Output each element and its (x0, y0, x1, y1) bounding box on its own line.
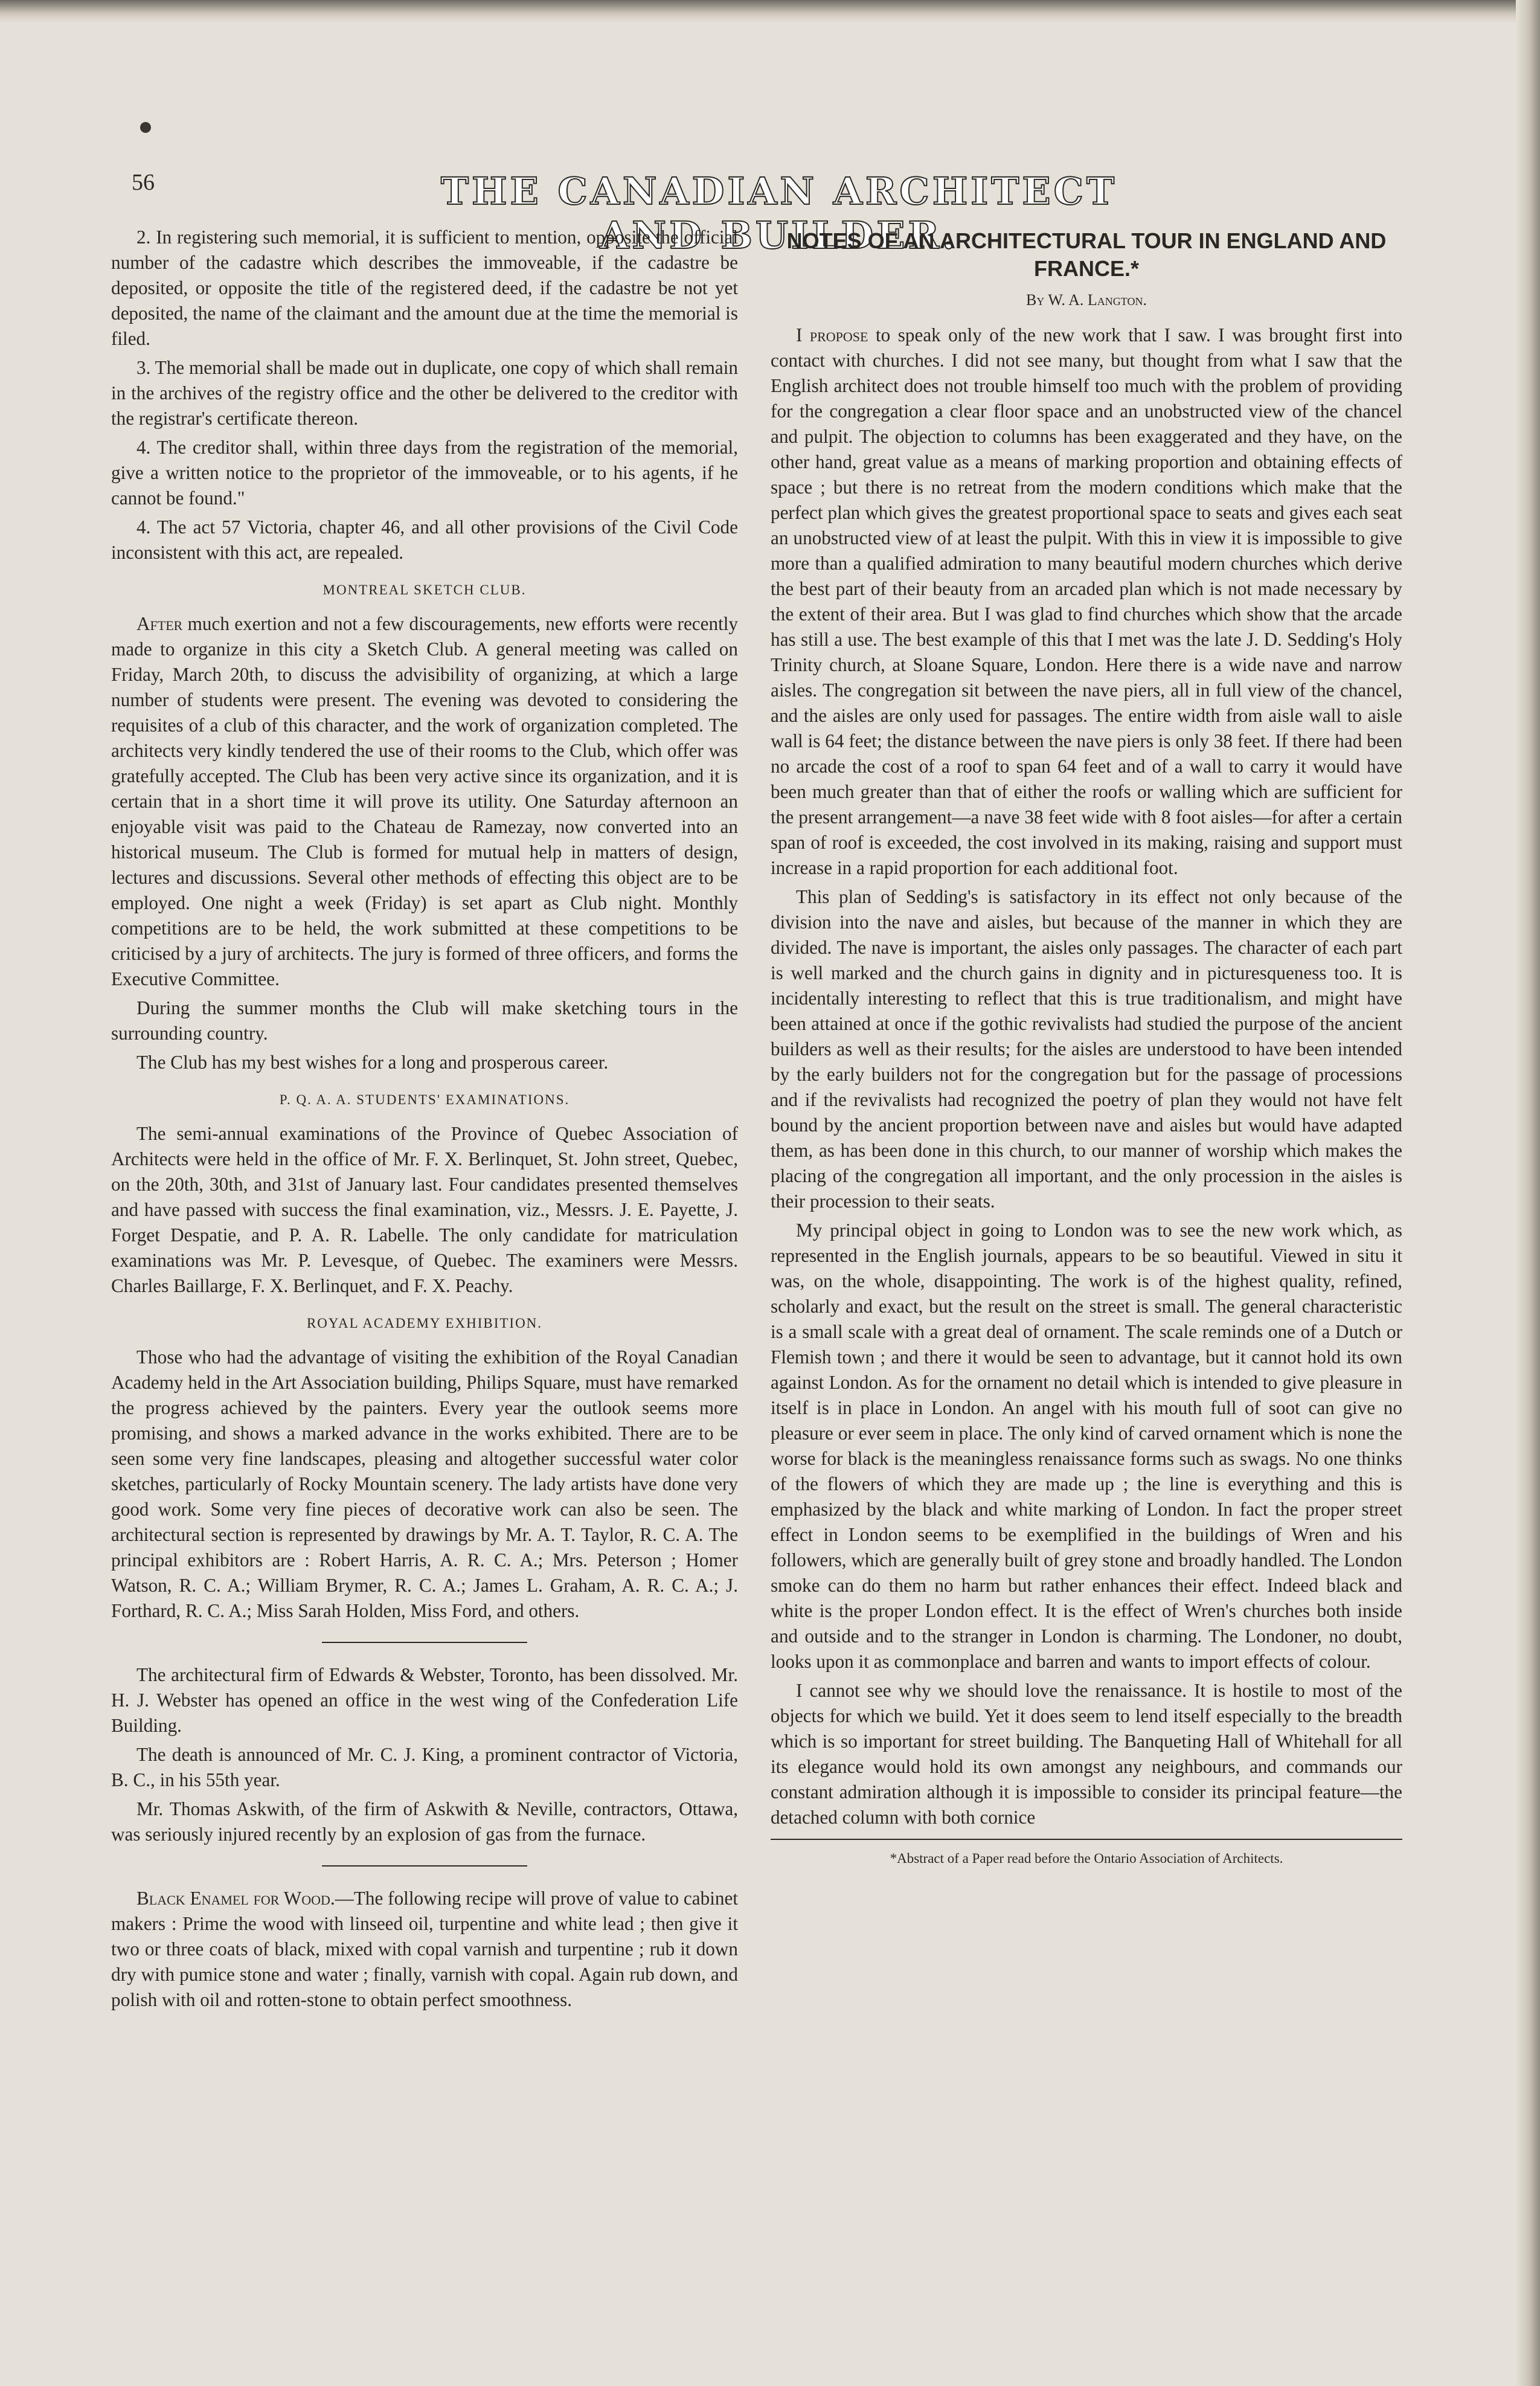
section-heading-sketch-club: MONTREAL SKETCH CLUB. (322, 582, 527, 597)
paragraph: This plan of Sedding's is satisfactory in its effect not only because of the division into the nave and aisles, but because of the manner in which they are divided. The nave is important, the aisles only passages. The character of each part is well marked and the church gains in dignity and in picturesqueness too. It is incidentally interesting to reflect that this is true traditionalism, and might have been attained at once if the gothic revivalists had studied the purpose of the ancient builders as well as their results; for the aisles are understood to have been intended by the early builders not for the congregation but for the passage of processions and if the revivalists had recognized the poetry of plan they would not have felt bound by the ancient proportion between nave and aisles but would have adapted them, as has been done in this church, to our manner of worship which makes the placing of the congregation all important, and the only procession in the aisles is their procession to their seats. (771, 886, 1402, 1212)
footnote-rule (771, 1839, 1402, 1840)
paragraph: During the summer months the Club will make sketching tours in the surrounding country. (111, 997, 738, 1044)
page-number: 56 (132, 170, 155, 195)
section-heading-examinations: P. Q. A. A. STUDENTS' EXAMINATIONS. (279, 1092, 570, 1107)
page-top-edge (0, 0, 1540, 23)
lead-in: After (136, 613, 183, 634)
paragraph: 2. In registering such memorial, it is sufficient to mention, opposite the official number of the cadastre which describes the immoveable, if the cadastre be deposited, or opposite the title of the registered deed, if the cadastre be not yet deposited, the name of the claimant and the amount due at the time the memorial is filed. (111, 227, 738, 349)
paragraph: After much exertion and not a few discouragements, new efforts were recently made to organize in this city a Sketch Club. A general meeting was called on Friday, March 20th, to discuss the advisibility of organizing, at which a large number of students were present. The evening was devoted to considering the requisites of a club of this character, and the work of organization completed. The architects very kindly tendered the use of their rooms to the Club, which offer was gratefully accepted. The Club has been very active since its organization, and it is certain that in a short time it will prove its utility. One Saturday afternoon an enjoyable visit was paid to the Chateau de Ramezay, now converted into an historical museum. The Club is formed for mutual help in matters of design, lectures and discussions. Several other methods of effecting this object are to be employed. One night a week (Friday) is set apart as Club night. Monthly competitions are to be held, the work submitted at these competitions to be criticised by a jury of architects. The jury is formed of three officers, and forms the Executive Committee. (111, 613, 738, 989)
article-title: NOTES OF AN ARCHITECTURAL TOUR IN ENGLAND AND FRANCE.* (786, 228, 1387, 281)
divider-rule (322, 1642, 527, 1643)
paragraph: Black Enamel for Wood.—The following recipe will prove of value to cabinet makers : Prime the wood with linseed oil, turpentine and white lead ; then give it two or three coats of black, mixed with copal varnish and turpentine ; rub it down dry with pumice stone and water ; finally, varnish with copal. Again rub down, and polish with oil and rotten-stone to obtain perfect smoothness. (111, 1888, 738, 2010)
article-byline: By W. A. Langton. (1026, 291, 1147, 309)
paragraph: 4. The creditor shall, within three days from the registration of the memorial, give a written notice to the proprietor of the immoveable, or to his agents, if he cannot be found." (111, 437, 738, 509)
lead-in: Black Enamel for Wood. (136, 1888, 335, 1909)
ink-dot (140, 122, 151, 133)
paragraph: 3. The memorial shall be made out in duplicate, one copy of which shall remain in the archives of the registry office and the other be delivered to the creditor with the registrar's certificate thereon. (111, 357, 738, 429)
paragraph: I propose to speak only of the new work that I saw. I was brought first into contact with churches. I did not see many, but thought from what I saw that the English architect does not trouble himself too much with the problem of providing for the congregation a clear floor space and an unobstructed view of the chancel and pulpit. The objection to columns has been exaggerated and they have, on the other hand, great value as a means of marking proportion and obtaining effects of space ; but there is no retreat from the modern conditions which make that the perfect plan which gives the greatest proportional space to seats and gives each seat an unobstructed view of at least the pulpit. With this in view it is impossible to give more than a qualified admiration to many beautiful modern churches which derive the best part of their beauty from an arcaded plan which is not made necessary by the extent of their area. But I was glad to find churches which show that the arcade has still a use. The best example of this that I met was the late J. D. Sedding's Holy Trinity church, at Sloane Square, London. Here there is a wide nave and narrow aisles. The congregation sit between the nave piers, all in full view of the chancel, and the aisles are only used for passages. The entire width from aisle wall to aisle wall is 64 feet; the distance between the nave piers is only 38 feet. If there had been no arcade the cost of a roof to span 64 feet and of a wall to carry it would have been much greater than that of either the roofs or walling which are sufficient for the present arrangement—a nave 38 feet wide with 8 foot aisles—for after a certain span of roof is exceeded, the cost involved in its making, raising and support must increase in a rapid proportion for each additional foot. (771, 324, 1402, 878)
divider-rule (322, 1865, 527, 1867)
footnote: *Abstract of a Paper read before the Ontario Association of Architects. (890, 1851, 1283, 1866)
right-column (771, 225, 1402, 1871)
page-binding-edge (1516, 0, 1540, 2386)
paragraph: Mr. Thomas Askwith, of the firm of Askwith & Neville, contractors, Ottawa, was seriously injured recently by an explosion of gas from the furnace. (111, 1798, 738, 1845)
paragraph: My principal object in going to London was to see the new work which, as represented in the English journals, appears to be so beautiful. Viewed in situ it was, on the whole, disappointing. The work is of the highest quality, refined, scholarly and exact, but the result on the street is small. The general characteristic is a small scale with a great deal of ornament. The scale reminds one of a Dutch or Flemish town ; and there it would be seen to advantage, but it cannot hold its own against London. As for the ornament no detail which is intended to give pleasure in itself is in place in London. An angel with his mouth full of soot can give no pleasure or ever seem in place. The only kind of carved ornament which is none the worse for black is the meaningless renaissance forms such as swags. No one thinks of the flowers of which they are made up ; the line is everything and this is emphasized by the black and white marking of London. In fact the proper street effect in London seems to be exemplified in the buildings of Wren and his followers, which are generally built of grey stone and broadly handled. The London smoke can do them no harm but rather enhances their effect. Indeed black and white is the proper London effect. It is the effect of Wren's churches both inside and outside and to the stranger in London is charming. The Londoner, no doubt, looks upon it as commonplace and barren and wants to import effects of colour. (771, 1220, 1402, 1672)
left-column (111, 225, 738, 2016)
paragraph: The semi-annual examinations of the Province of Quebec Association of Architects were held in the office of Mr. F. X. Berlinquet, St. John street, Quebec, on the 20th, 30th, and 31st of January last. Four candidates presented themselves and have passed with success the final examination, viz., Messrs. J. E. Payette, J. Forget Despatie, and P. A. R. Labelle. The only candidate for matriculation examinations was Mr. P. Levesque, of Quebec. The examiners were Messrs. Charles Baillarge, F. X. Berlinquet, and F. X. Peachy. (111, 1123, 738, 1296)
paragraph: The architectural firm of Edwards & Webster, Toronto, has been dissolved. Mr. H. J. Webster has opened an office in the west wing of the Confederation Life Building. (111, 1664, 738, 1736)
paragraph: I cannot see why we should love the renaissance. It is hostile to most of the objects for which we build. Yet it does seem to lend itself especially to the breadth which is so important for street building. The Banqueting Hall of Whitehall for all its elegance would hold its own amongst any neighbours, and commands our constant admiration although it is impossible to consider its principal feature—the detached column with both cornice (771, 1680, 1402, 1828)
paragraph: 4. The act 57 Victoria, chapter 46, and all other provisions of the Civil Code inconsistent with this act, are repealed. (111, 516, 738, 563)
paragraph: The Club has my best wishes for a long and prosperous career. (136, 1052, 609, 1073)
paragraph: The death is announced of Mr. C. J. King, a prominent contractor of Victoria, B. C., in his 55th year. (111, 1744, 738, 1790)
paragraph: Those who had the advantage of visiting the exhibition of the Royal Canadian Academy held in the Art Association building, Philips Square, must have remarked the progress achieved by the painters. Every year the outlook seems more promising, and shows a marked advance in the works exhibited. There are to be seen some very fine landscapes, pleasing and altogether successful water color sketches, particularly of Rocky Mountain scenery. The lady artists have done very good work. Some very fine pieces of decorative work can also be seen. The architectural section is represented by drawings by Mr. A. T. Taylor, R. C. A. The principal exhibitors are : Robert Harris, A. R. C. A.; Mrs. Peterson ; Homer Watson, R. C. A.; William Brymer, R. C. A.; James L. Graham, A. R. C. A.; J. Forthard, R. C. A.; Miss Sarah Holden, Miss Ford, and others. (111, 1346, 738, 1621)
section-heading-academy: ROYAL ACADEMY EXHIBITION. (306, 1316, 543, 1331)
masthead-title: THE CANADIAN ARCHITECT AND BUILDER. (440, 169, 1118, 257)
lead-in: I propose (796, 324, 868, 346)
